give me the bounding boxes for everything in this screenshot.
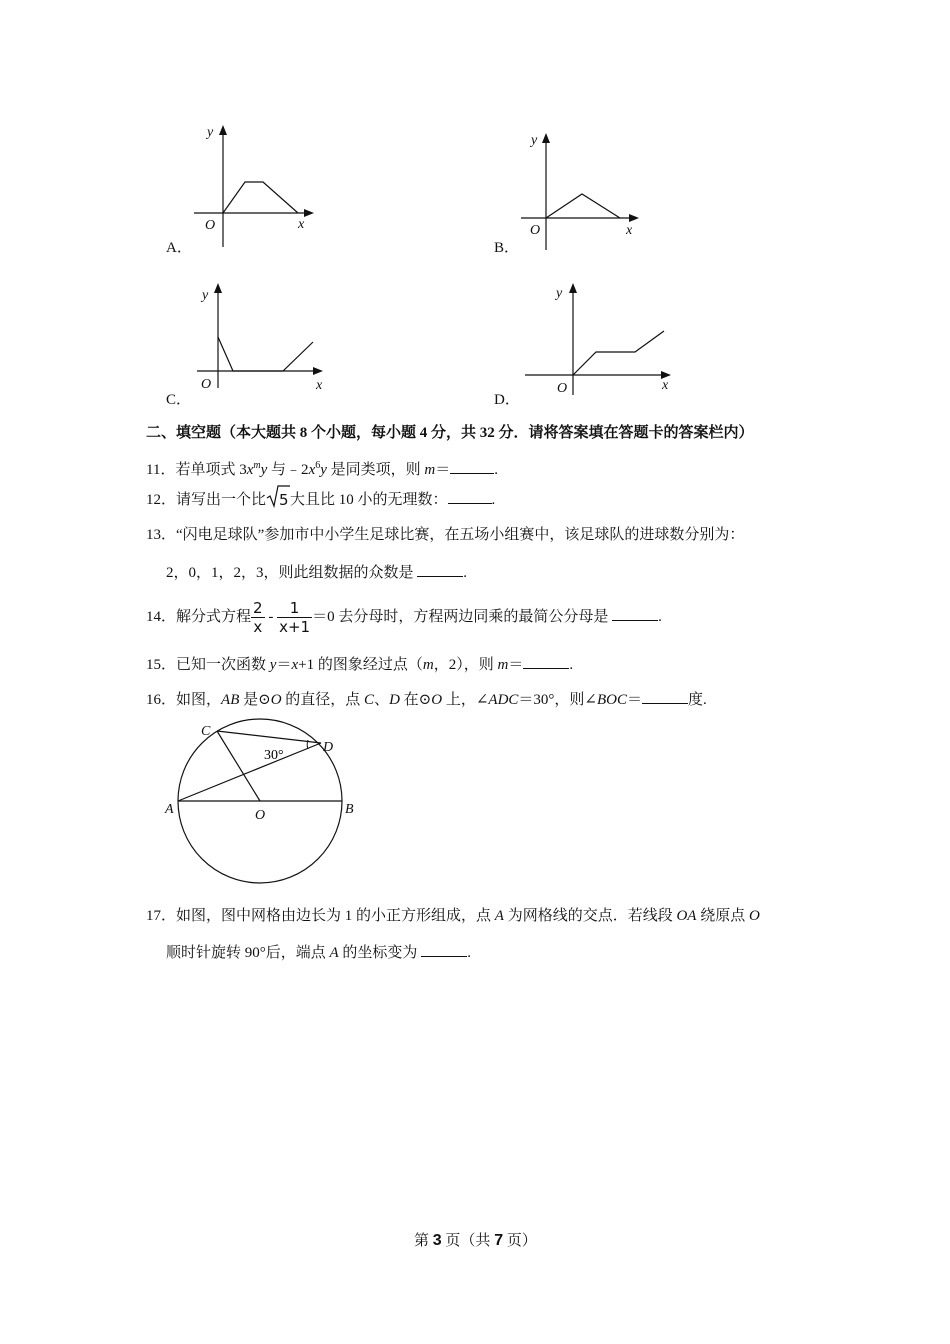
q17-A1: A [494, 908, 504, 924]
q16-t6: 上，∠ [442, 692, 489, 708]
q12-answer-blank[interactable] [448, 489, 492, 504]
q13-answer-blank[interactable] [417, 562, 463, 577]
q15-number: 15． [146, 657, 177, 673]
q16-end: 度. [688, 692, 707, 708]
q15-answer-blank[interactable] [523, 654, 569, 669]
q15-var: x [291, 657, 299, 673]
graph-a-y-arrow [219, 125, 227, 135]
q17-O: O [748, 908, 760, 924]
graph-a-x-arrow [304, 209, 314, 217]
q14-frac2-num: 1 [277, 599, 312, 618]
graph-b-y-label: y [531, 133, 538, 148]
point-a-label: A [165, 802, 174, 817]
q15-eq2: ＝ [508, 657, 524, 673]
question-13-line1 [146, 525, 744, 545]
q12-radicand: 5 [279, 491, 289, 509]
graph-a-y-label: y [207, 125, 214, 140]
q14-pre: 解分式方程 [176, 609, 252, 625]
graph-b-x-label: x [626, 223, 633, 238]
q11-exp2: 6 [315, 460, 321, 471]
option-c-label: C． [166, 392, 192, 408]
footer-pre: 第 [414, 1233, 433, 1249]
graph-c-y-arrow [214, 283, 222, 293]
question-15 [146, 654, 573, 675]
graph-d-y-label: y [556, 286, 563, 301]
q11-exp1: m [253, 460, 261, 471]
q11-mid: 与﹣2 [267, 462, 309, 478]
footer-total-pages: 7 [494, 1232, 504, 1249]
graph-option-b [515, 125, 655, 255]
q16-answer-blank[interactable] [642, 689, 688, 704]
q15-func: y [269, 657, 277, 673]
q15-end: . [569, 657, 574, 673]
q12-end: . [491, 492, 496, 508]
q11-eq: ＝ [435, 462, 451, 478]
q11-y2: y [320, 462, 327, 478]
q13-number: 13． [146, 527, 177, 543]
q17-OA: OA [676, 908, 697, 924]
q16-D: D [389, 692, 400, 708]
q15-pre: 已知一次函数 [176, 657, 270, 673]
q11-pre: 若单项式 3 [175, 462, 247, 478]
graph-c-curve [218, 337, 313, 371]
question-17-line2 [166, 942, 471, 963]
q16-t7: ＝30°，则∠ [518, 692, 597, 708]
q11-y1: y [260, 462, 268, 478]
q14-minus: - [268, 609, 274, 625]
graph-c-origin-label: O [201, 377, 212, 392]
question-14 [146, 597, 662, 637]
q14-post: ＝0 去分母时，方程两边同乘的最简公分母是 [312, 609, 613, 625]
point-d-label: D [323, 740, 334, 755]
footer-mid: 页（共 [441, 1233, 495, 1249]
q11-x1: x [246, 462, 254, 478]
q16-t1: 如图， [176, 692, 222, 708]
q16-t3: 的直径，点 [281, 692, 365, 708]
graph-d-curve [573, 331, 664, 375]
option-b-label: B． [494, 240, 520, 256]
point-b-label: B [345, 802, 354, 817]
angle-label: 30° [264, 748, 284, 763]
q13-end: . [463, 565, 468, 581]
footer-page-number: 3 [432, 1232, 442, 1249]
graph-d-y-arrow [569, 283, 577, 293]
graph-b-curve [546, 194, 620, 218]
q12-pre: 请写出一个比 [176, 492, 267, 508]
graph-a-curve [223, 182, 298, 213]
question-13-line2 [166, 562, 467, 583]
graph-option-d [525, 282, 675, 397]
q14-fraction-2 [277, 599, 312, 636]
q17-l2b: 的坐标变为 [338, 945, 422, 961]
q16-t4: 、 [374, 692, 390, 708]
q15-m1: m [422, 657, 434, 673]
q16-C: C [364, 692, 375, 708]
point-c-label: C [201, 724, 211, 739]
q14-answer-blank[interactable] [612, 606, 658, 621]
graph-b-x-arrow [629, 214, 639, 222]
q17-l1c: 绕原点 [696, 908, 749, 924]
q14-frac2-den: x+1 [279, 618, 311, 637]
graph-b-origin-label: O [530, 223, 541, 238]
q14-number: 14． [146, 609, 177, 625]
graph-b-y-arrow [542, 133, 550, 143]
q16-t2: 是⊙ [239, 692, 271, 708]
option-d-label: D． [494, 392, 520, 408]
section-2-title: 二、填空题（本大题共 8 个小题，每小题 4 分，共 32 分．请将答案填在答题卡的答案栏内） [146, 425, 754, 441]
q15-post1: +1 的图象经过点（ [298, 657, 423, 673]
q16-t8: ＝ [627, 692, 643, 708]
q14-end: . [658, 609, 662, 625]
q16-O1: O [270, 692, 282, 708]
q16-ADC: ADC [488, 692, 519, 708]
question-12 [146, 488, 495, 510]
graph-option-c [193, 282, 333, 392]
q16-O2: O [431, 692, 443, 708]
q11-number: 11． [146, 462, 176, 478]
q17-end: . [467, 945, 471, 961]
segment-oc [217, 731, 260, 801]
q11-post: 是同类项，则 [326, 462, 425, 478]
question-11 [146, 456, 498, 480]
q11-answer-blank[interactable] [450, 459, 494, 474]
angle-arc [307, 740, 308, 749]
q17-number: 17． [146, 908, 177, 924]
q16-number: 16． [146, 692, 177, 708]
q16-BOC: BOC [597, 692, 627, 708]
q14-frac1-den: x [253, 618, 263, 637]
q12-post: 大且比 10 小的无理数： [290, 492, 448, 508]
q16-AB: AB [221, 692, 240, 708]
q14-frac1-num: 2 [253, 599, 263, 618]
q11-x2: x [308, 462, 316, 478]
q14-fraction-1 [251, 599, 265, 636]
q11-m: m [424, 462, 436, 478]
q16-t5: 在⊙ [399, 692, 432, 708]
q15-m2: m [497, 657, 509, 673]
graph-a-x-label: x [298, 217, 305, 232]
question-17-line1 [146, 906, 760, 926]
q17-answer-blank[interactable] [421, 942, 467, 957]
q17-A2: A [329, 945, 339, 961]
q11-end: . [494, 462, 499, 478]
q13-line2: 2，0，1，2，3，则此组数据的众数是 [166, 565, 418, 581]
option-a-label: A． [166, 240, 192, 256]
q12-number: 12． [146, 492, 177, 508]
question-16 [146, 689, 707, 710]
q17-l2a: 顺时针旋转 90°后，端点 [166, 945, 330, 961]
q15-eq1: ＝ [276, 657, 292, 673]
graph-a-origin-label: O [205, 218, 216, 233]
graph-c-x-label: x [316, 378, 323, 393]
q17-l1a: 如图，图中网格由边长为 1 的小正方形组成，点 [176, 908, 495, 924]
graph-c-x-arrow [313, 367, 323, 375]
point-o-label: O [255, 808, 266, 823]
q17-l1b: 为网格线的交点．若线段 [503, 908, 677, 924]
graph-d-origin-label: O [557, 381, 568, 396]
page-footer [414, 1229, 537, 1250]
graph-c-y-label: y [202, 288, 209, 303]
q15-post2: ，2），则 [433, 657, 498, 673]
graph-d-x-label: x [662, 378, 669, 393]
chord-ad [178, 743, 321, 801]
footer-post: 页） [503, 1233, 537, 1249]
q13-line1: “闪电足球队”参加市中小学生足球比赛，在五场小组赛中，该足球队的进球数分别为： [176, 527, 745, 543]
graph-option-a [190, 120, 330, 255]
circle-figure [160, 718, 370, 883]
sqrt-symbol [266, 488, 290, 508]
